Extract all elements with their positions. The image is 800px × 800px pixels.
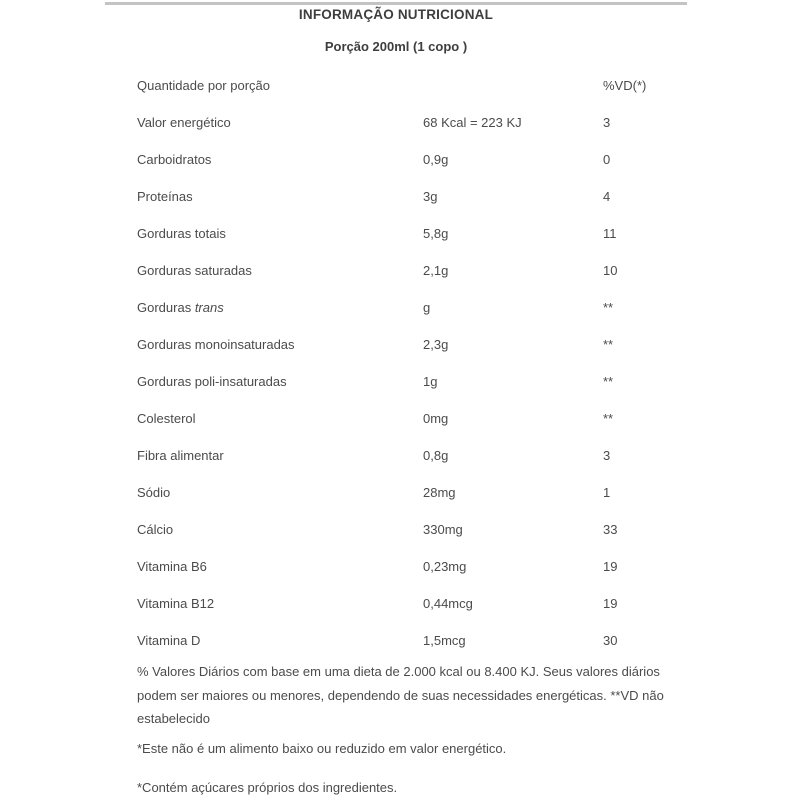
table-row [105,400,687,437]
table-row [105,511,687,548]
table-row [105,622,687,659]
nutrient-amount: 68 Kcal = 223 KJ [423,115,522,130]
table-row [105,178,687,215]
nutrient-amount: 1,5mcg [423,633,466,648]
table-row [105,548,687,585]
nutrient-name: Valor energético [137,115,231,130]
nutrient-dv: 30 [603,633,618,648]
nutrient-name: Vitamina D [137,633,201,648]
table-header-row [105,67,687,104]
nutrient-amount: 0,8g [423,448,449,463]
table-row [105,141,687,178]
nutrient-dv: 4 [603,189,611,204]
nutrient-name: Gorduras totais [137,226,226,241]
nutrient-dv: 19 [603,596,618,611]
nutrient-dv: 10 [603,263,618,278]
nutrient-name: Colesterol [137,411,196,426]
daily-values-note-line: % Valores Diários com base em uma dieta de 2.000 kcal ou 8.400 KJ. Seus valores diários [137,664,660,679]
nutrient-amount: 5,8g [423,226,449,241]
nutrient-dv: 3 [603,115,611,130]
daily-values-note-line: estabelecido [137,711,210,726]
nutrient-dv: 11 [603,226,617,241]
nutrient-name: Fibra alimentar [137,448,224,463]
header-daily-value: %VD(*) [603,78,647,93]
nutrient-dv: 0 [603,152,611,167]
table-row [105,437,687,474]
nutrient-amount: 3g [423,189,438,204]
nutrient-name: Gorduras saturadas [137,263,252,278]
daily-values-note-line: podem ser maiores ou menores, dependendo de suas necessidades energéticas. **VD não [137,687,664,703]
table-row [105,585,687,622]
nutrient-name: Proteínas [137,189,193,204]
nutrient-dv: ** [603,411,614,426]
nutrient-dv: 19 [603,559,618,574]
nutrient-dv: 33 [603,522,618,537]
nutrient-amount: 0,23mg [423,559,467,574]
nutrient-dv: 1 [603,485,611,500]
nutrition-table [105,2,687,795]
nutrient-amount: 2,3g [423,337,449,352]
serving-size: Porção 200ml (1 copo ) [324,39,468,54]
top-divider [105,2,687,5]
table-row [105,474,687,511]
table-title: INFORMAÇÃO NUTRICIONAL [298,7,494,22]
footnote-sugars: *Contém açúcares próprios dos ingredientes. [137,779,398,795]
nutrient-name: Gorduras monoinsaturadas [137,337,295,352]
nutrient-name: Vitamina B6 [137,559,207,574]
table-row [105,215,687,252]
nutrient-name: Gorduras poli-insaturadas [137,374,287,389]
nutrient-amount: 330mg [423,522,463,537]
nutrient-amount: 1g [423,374,438,389]
nutrient-dv: 3 [603,448,611,463]
nutrient-amount: 28mg [423,485,456,500]
nutrient-amount: 2,1g [423,263,449,278]
nutrient-dv: ** [603,300,614,315]
table-row [105,326,687,363]
nutrient-amount: 0,9g [423,152,449,167]
nutrient-amount: 0,44mcg [423,596,473,611]
table-row [105,363,687,400]
nutrient-dv: ** [603,337,614,352]
nutrient-name: Carboidratos [137,152,212,167]
nutrient-amount: 0mg [423,411,449,426]
daily-values-note [105,660,687,731]
nutrient-rows [105,104,687,659]
nutrient-name: Cálcio [137,522,174,537]
table-row [105,289,687,326]
nutrient-amount: g [423,300,431,315]
nutrient-dv: ** [603,374,614,389]
nutrient-name: Gorduras trans [137,300,224,315]
table-row [105,252,687,289]
nutrient-name: Vitamina B12 [137,596,215,611]
header-quantity-per-serving: Quantidade por porção [137,78,270,93]
footnote-energy: *Este não é um alimento baixo ou reduzido em valor energético. [137,740,507,756]
table-row [105,104,687,141]
nutrient-name: Sódio [137,485,171,500]
